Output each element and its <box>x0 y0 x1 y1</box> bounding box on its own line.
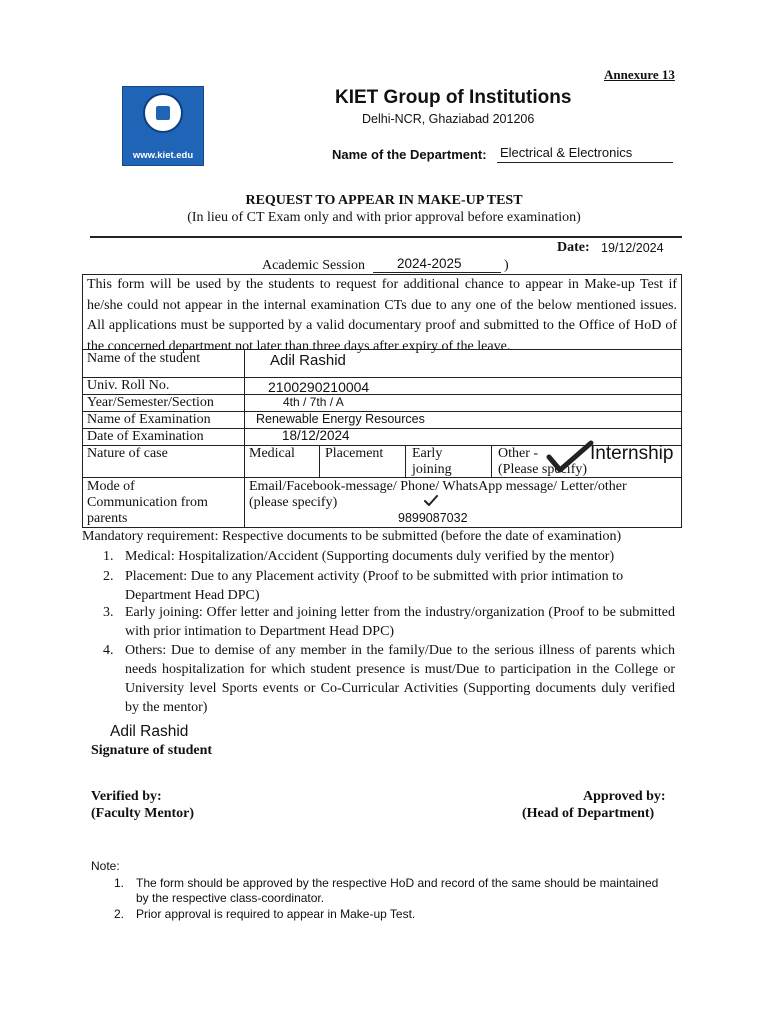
communication-value[interactable]: 9899087032 <box>398 511 468 525</box>
title-rule <box>90 236 682 238</box>
date-label: Date: <box>557 240 590 255</box>
checkmark-icon <box>424 495 438 507</box>
kiet-logo <box>122 86 204 166</box>
note-item-line2: by the respective class-coordinator. <box>136 891 325 905</box>
case-option-other[interactable]: Other - <box>498 446 539 461</box>
requirement-item: Medical: Hospitalization/Accident (Supporting documents duly verified by the mentor) <box>125 549 615 564</box>
requirement-number: 1. <box>103 549 114 564</box>
communication-label-line3: parents <box>87 511 128 526</box>
note-item: Prior approval is required to appear in Make-up Test. <box>136 907 416 921</box>
note-number: 2. <box>114 907 125 921</box>
note-label: Note: <box>91 859 120 873</box>
case-specified-value[interactable]: Internship <box>590 443 674 464</box>
form-subtitle: (In lieu of CT Exam only and with prior approval before examination) <box>187 210 581 225</box>
academic-session-label: Academic Session <box>262 258 366 273</box>
case-option-medical[interactable]: Medical <box>249 446 295 461</box>
student-signature-value[interactable]: Adil Rashid <box>110 723 189 740</box>
checkmark-icon <box>546 440 594 474</box>
approved-by-label: Approved by: <box>583 789 666 804</box>
requirement-item: Others: Due to demise of any member in the family/Due to the serious illness of parents which needs hospitalization for which student presence is must/Due to participation in the College or University level Sports events or Co-Curricular Activities (Supporting documents duly verified by the mentor) <box>125 643 675 715</box>
communication-label: Mode of <box>87 479 135 494</box>
case-option-early-joining[interactable]: Early <box>412 446 443 461</box>
session-close-paren: ) <box>504 258 509 273</box>
case-option-other-line2: (Please specify) <box>498 462 588 477</box>
faculty-mentor-label: (Faculty Mentor) <box>91 806 195 821</box>
student-name-value[interactable]: Adil Rashid <box>270 352 346 369</box>
exam-date-label: Date of Examination <box>87 429 204 444</box>
logo-url-text: www.kiet.edu <box>132 150 194 161</box>
student-name-label: Name of the student <box>87 351 201 366</box>
note-item: The form should be approved by the respective HoD and record of the same should be maintained <box>136 876 659 890</box>
row-divider <box>82 477 682 478</box>
row-divider <box>82 377 682 378</box>
requirement-number: 3. <box>103 605 114 620</box>
column-divider <box>405 445 406 477</box>
requirement-number: 2. <box>103 569 114 584</box>
academic-session-value[interactable]: 2024-2025 <box>397 256 462 271</box>
intro-text: This form will be used by the students to request for additional chance to appear in Make-up Test if he/she could not appear in the internal examination CTs due to any one of the below mentioned issues. All applications must be supported by a valid documentary proof and submitted to the Office of HoD of the concerned department not later than three days after expiry of the leave. <box>87 277 677 354</box>
verified-by-label: Verified by: <box>91 789 162 804</box>
head-of-department-label: (Head of Department) <box>522 806 655 821</box>
roll-number-value[interactable]: 2100290210004 <box>268 379 370 395</box>
communication-label-line2: Communication from <box>87 495 208 510</box>
column-divider <box>491 445 492 477</box>
session-underline <box>373 272 501 273</box>
year-semester-section-value[interactable]: 4th / 7th / A <box>283 395 344 409</box>
exam-date-value[interactable]: 18/12/2024 <box>282 428 350 443</box>
communication-options-line2: (please specify) <box>249 495 338 510</box>
institute-address: Delhi-NCR, Ghaziabad 201206 <box>362 112 535 126</box>
case-option-early-joining-line2: joining <box>412 462 452 477</box>
form-title: REQUEST TO APPEAR IN MAKE-UP TEST <box>245 193 523 208</box>
row-divider <box>82 349 682 350</box>
note-number: 1. <box>114 876 125 890</box>
requirements-heading: Mandatory requirement: Respective documents to be submitted (before the date of examination) <box>82 529 622 544</box>
column-divider <box>244 349 245 528</box>
communication-options: Email/Facebook-message/ Phone/ WhatsApp message/ Letter/other <box>249 479 627 494</box>
exam-name-value[interactable]: Renewable Energy Resources <box>256 412 425 426</box>
requirement-number: 4. <box>103 643 114 658</box>
department-underline <box>497 162 673 163</box>
department-value[interactable]: Electrical & Electronics <box>500 145 633 160</box>
requirement-item: Placement: Due to any Placement activity (Proof to be submitted with prior intimation to Department Head DPC) <box>125 569 624 603</box>
department-label: Name of the Department: <box>332 147 487 162</box>
requirement-item: Early joining: Offer letter and joining letter from the industry/organization (Proof to be submitted with prior intimation to Department Head DPC) <box>125 605 675 639</box>
institute-name: KIET Group of Institutions <box>335 87 572 108</box>
roll-number-label: Univ. Roll No. <box>87 378 170 393</box>
crest-icon <box>143 93 183 133</box>
column-divider <box>319 445 320 477</box>
student-signature-label: Signature of student <box>91 743 213 758</box>
annexure-label: Annexure 13 <box>604 67 675 82</box>
year-semester-section-label: Year/Semester/Section <box>87 395 214 410</box>
nature-of-case-label: Nature of case <box>87 446 168 461</box>
date-value[interactable]: 19/12/2024 <box>601 241 664 255</box>
case-option-placement[interactable]: Placement <box>325 446 384 461</box>
exam-name-label: Name of Examination <box>87 412 211 427</box>
